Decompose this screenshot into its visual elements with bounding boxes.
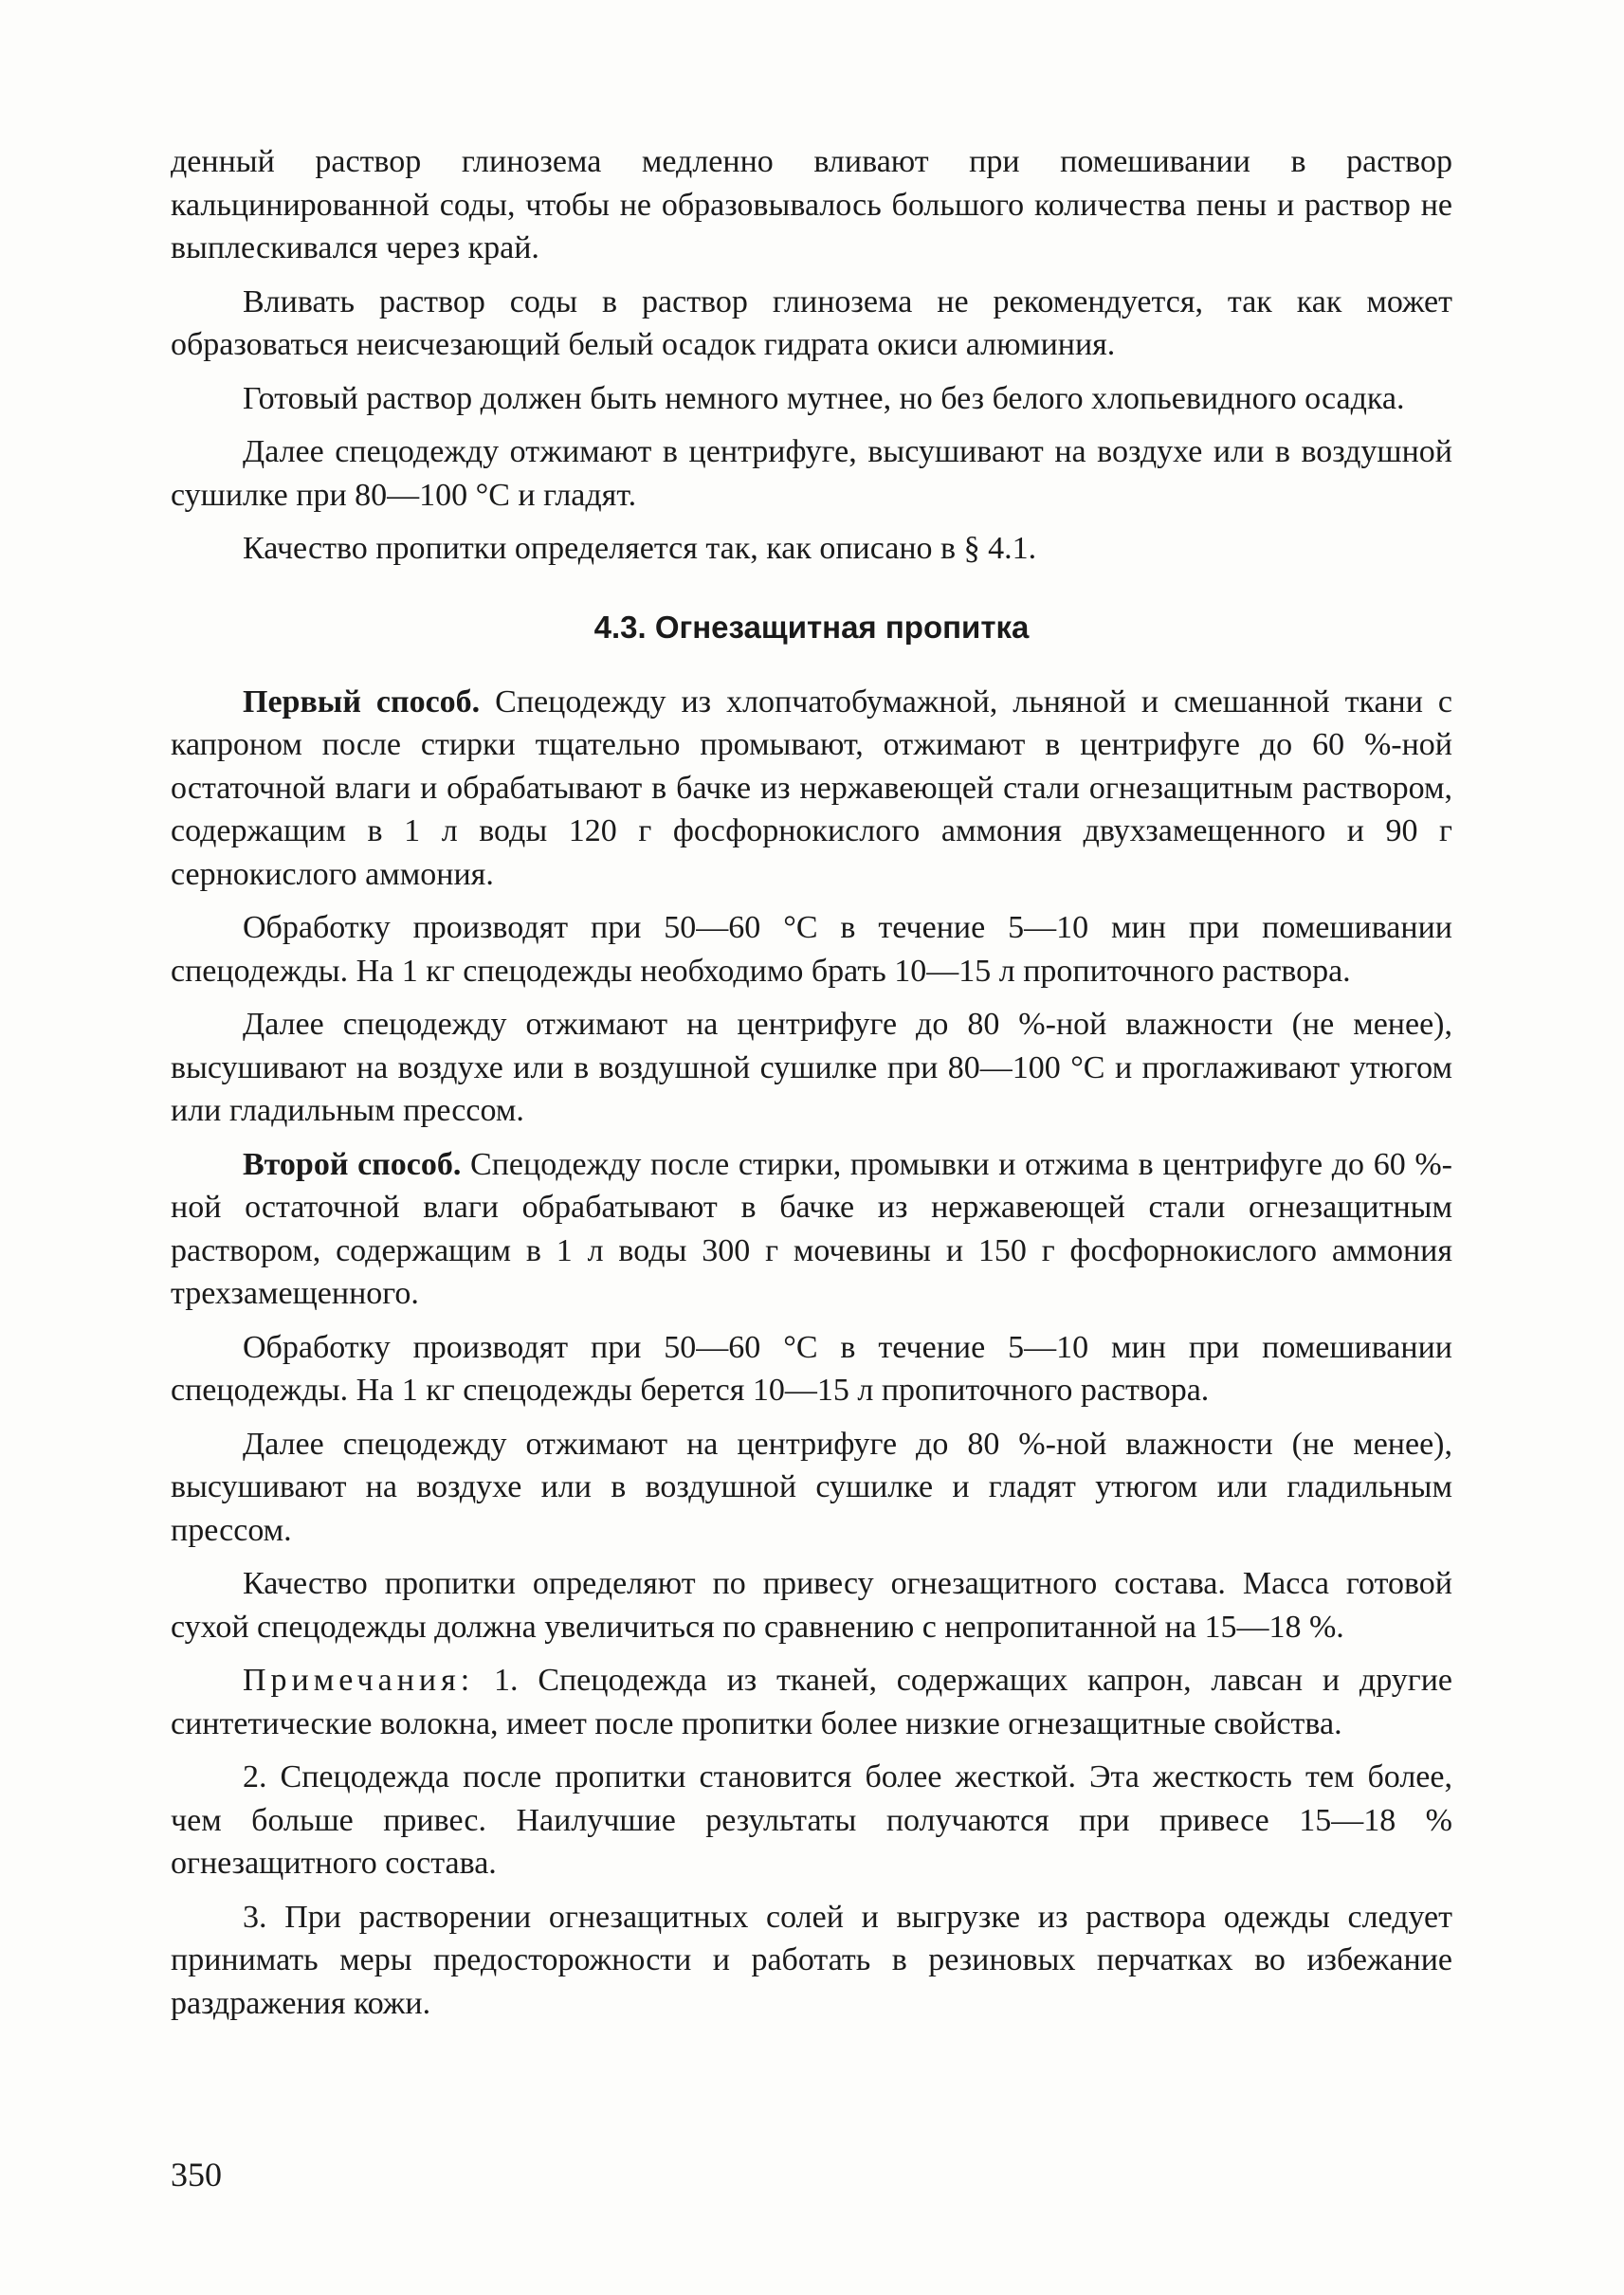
paragraph: Качество пропитки определяется так, как описано в § 4.1. xyxy=(243,531,1037,566)
paragraph-continued: денный раствор глинозема медленно вливают при помешивании в раствор кальцинированной соды, чтобы не образовывалось большого количества пены и раствор не выплескивался через край. xyxy=(171,144,1452,265)
method-1-text: Спецодежду из хлопчатобумажной, льняной и смешанной ткани с капроном после стирки тщательно промывают, отжимают в центрифуге до 60 %-ной остаточной влаги и обрабатывают в бачке из нержавеющей стали огнезащитным раствором, содержащим в 1 л воды 120 г фосфорнокислого аммония двухзамещенного и 90 г сернокислого аммония. xyxy=(171,683,1452,892)
paragraph: Качество пропитки определяют по привесу огнезащитного состава. Масса готовой сухой спецодежды должна увеличиться по сравнению с непропитанной на 15—18 %. xyxy=(171,1566,1452,1645)
section-title: 4.3. Огнезащитная пропитка xyxy=(593,609,1030,645)
page-body xyxy=(171,140,1452,2035)
paragraph: Вливать раствор соды в раствор глинозема не рекомендуется, так как может образоваться неисчезающий белый осадок гидрата окиси алюминия. xyxy=(171,283,1452,362)
method-1-paragraph xyxy=(171,681,1452,897)
paragraph: Обработку производят при 50—60 °С в течение 5—10 мин при помешивании спецодежды. На 1 кг спецодежды берется 10—15 л пропиточного раствора. xyxy=(171,1329,1452,1408)
note-1-text: 1. Спецодежда из тканей, содержащих капрон, лавсан и другие синтетические волокна, имеет после пропитки более низкие огнезащитные свойства. xyxy=(171,1663,1452,1741)
method-1-lead: Первый способ. xyxy=(243,683,481,719)
notes-label: Примечания: xyxy=(243,1663,475,1698)
paragraph: Готовый раствор должен быть немного мутнее, но без белого хлопьевидного осадка. xyxy=(243,380,1405,416)
paragraph: Далее спецодежду отжимают в центрифуге, высушивают на воздухе или в воздушной сушилке при 80—100 °С и гладят. xyxy=(171,434,1452,513)
method-2-paragraph xyxy=(171,1143,1452,1316)
paragraph: Обработку производят при 50—60 °С в течение 5—10 мин при помешивании спецодежды. На 1 кг спецодежды необходимо брать 10—15 л пропиточного раствора. xyxy=(171,910,1452,989)
page-number: 350 xyxy=(171,2156,222,2194)
method-2-text: Спецодежду после стирки, промывки и отжима в центрифуге до 60 %-ной остаточной влаги обрабатывают в бачке из нержавеющей стали огнезащитным раствором, содержащим в 1 л воды 300 г мочевины и 150 г фосфорнокислого аммония трехзамещенного. xyxy=(171,1146,1453,1311)
note-item: 2. Спецодежда после пропитки становится более жесткой. Эта жесткость тем более, чем больше привес. Наилучшие результаты получаются при привесе 15—18 % огнезащитного состава. xyxy=(171,1759,1452,1881)
method-2-lead: Второй способ. xyxy=(243,1146,462,1182)
paragraph: Далее спецодежду отжимают на центрифуге до 80 %-ной влажности (не менее), высушивают на воздухе или в воздушной сушилке и гладят утюгом или гладильным прессом. xyxy=(171,1426,1452,1548)
paragraph: Далее спецодежду отжимают на центрифуге до 80 %-ной влажности (не менее), высушивают на воздухе или в воздушной сушилке при 80—100 °С и проглаживают утюгом или гладильным прессом. xyxy=(171,1007,1452,1128)
notes-paragraph xyxy=(171,1659,1452,1745)
note-item: 3. При растворении огнезащитных солей и выгрузке из раствора одежды следует принимать меры предосторожности и работать в резиновых перчатках во избежание раздражения кожи. xyxy=(171,1899,1452,2021)
